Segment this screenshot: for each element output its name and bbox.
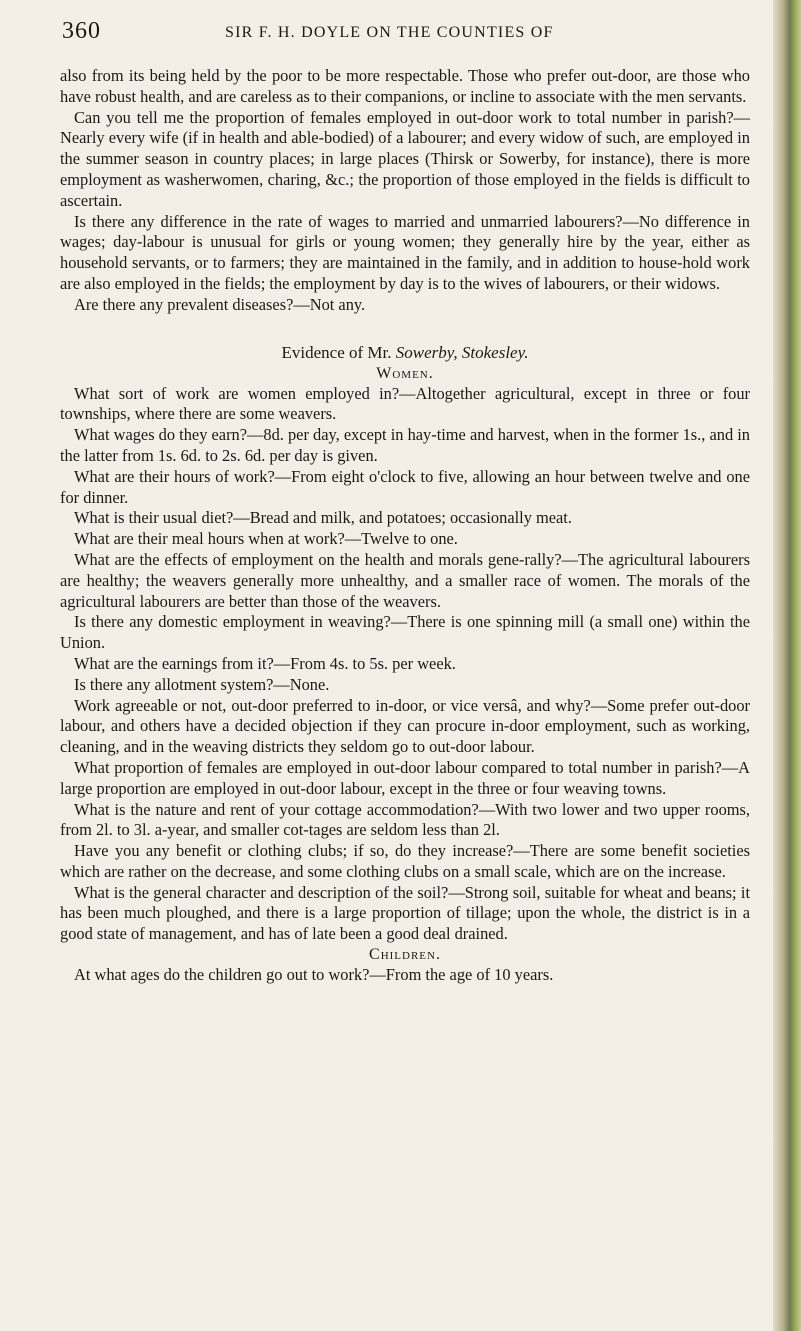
women-heading: Women.	[376, 364, 434, 382]
question-answer: Have you any benefit or clothing clubs; if so, do they increase?—There are some benefit societies which are rather on the decrease, and some clothing clubs on a small scale, which are on the increase.	[60, 841, 750, 881]
question-answer: What proportion of females are employed in out-door labour compared to total number in parish?—A large proportion are employed in out-door labour, except in the three or four weaving towns.	[60, 757, 750, 798]
question-answer: What are their hours of work?—From eight o'clock to five, allowing an hour between twelve and one for dinner.	[60, 466, 750, 507]
question-answer: What is the general character and description of the soil?—Strong soil, suitable for wheat and beans; it has been much ploughed, and there is a large proportion of tillage; upon the whole, the district is in a good state of management, and has of late been a good deal drained.	[60, 882, 750, 944]
question-answer: What are the effects of employment on the health and morals gene-rally?—The agricultural labourers are healthy; the weavers generally more unhealthy, and a smaller race of women. The morals of the agricultural labourers are better than those of the weavers.	[60, 549, 750, 611]
question-answer: What wages do they earn?—8d. per day, except in hay-time and harvest, when in the former 1s., and in the latter from 1s. 6d. to 2s. 6d. per day is given.	[60, 425, 750, 465]
running-head: SIR F. H. DOYLE ON THE COUNTIES OF	[225, 24, 554, 41]
question-answer: At what ages do the children go out to work?—From the age of 10 years.	[74, 965, 554, 985]
evidence-heading	[60, 342, 750, 364]
question-answer: Are there any prevalent diseases?—Not any.	[74, 294, 366, 314]
evidence-name: Sowerby, Stokesley.	[395, 342, 529, 362]
evidence-prefix: Evidence of Mr.	[281, 342, 396, 362]
paragraph: also from its being held by the poor to be more respectable. Those who prefer out-door, are those who have robust health, and are careless as to their companions, or incline to associate with the men servants.	[60, 66, 750, 106]
question-answer: Is there any difference in the rate of wages to married and unmarried labourers?—No difference in wages; day-labour is unusual for girls or young women; they generally hire by the year, either as household servants, or to farmers; they are maintained in the family, and in addition to house-hold work are also employed in the fields; the employment by day is to the wives of labourers, or their widows.	[60, 211, 750, 293]
question-answer: What is their usual diet?—Bread and milk, and potatoes; occasionally meat.	[74, 508, 572, 528]
children-heading: Children.	[369, 946, 441, 964]
page-edge-binding	[773, 0, 801, 1331]
question-answer: Work agreeable or not, out-door preferred to in-door, or vice versâ, and why?—Some prefer out-door labour, and others have a decided objection if they can procure in-door employment, such as working, cleaning, and in the weaving districts they seldom go to out-door labour.	[60, 695, 750, 757]
question-answer: What are their meal hours when at work?—Twelve to one.	[74, 529, 458, 549]
question-answer: Can you tell me the proportion of females employed in out-door work to total number in parish?—Nearly every wife (if in health and able-bodied) of a labourer; and every widow of such, are employed in the summer season in country places; in large places (Thirsk or Sowerby, for instance), there is more employment as washerwomen, charing, &c.; the proportion of those employed in the fields is difficult to ascertain.	[60, 107, 750, 210]
question-answer: Is there any allotment system?—None.	[74, 674, 330, 694]
question-answer: What are the earnings from it?—From 4s. to 5s. per week.	[74, 653, 456, 673]
question-answer: What is the nature and rent of your cottage accommodation?—With two lower and two upper rooms, from 2l. to 3l. a-year, and smaller cot-tages are seldom less than 2l.	[60, 799, 750, 840]
question-answer: Is there any domestic employment in weaving?—There is one spinning mill (a small one) within the Union.	[60, 612, 750, 653]
page-number: 360	[62, 18, 101, 44]
question-answer: What sort of work are women employed in?—Altogether agricultural, except in three or four townships, where there are some weavers.	[60, 383, 750, 424]
page-body	[60, 66, 750, 986]
